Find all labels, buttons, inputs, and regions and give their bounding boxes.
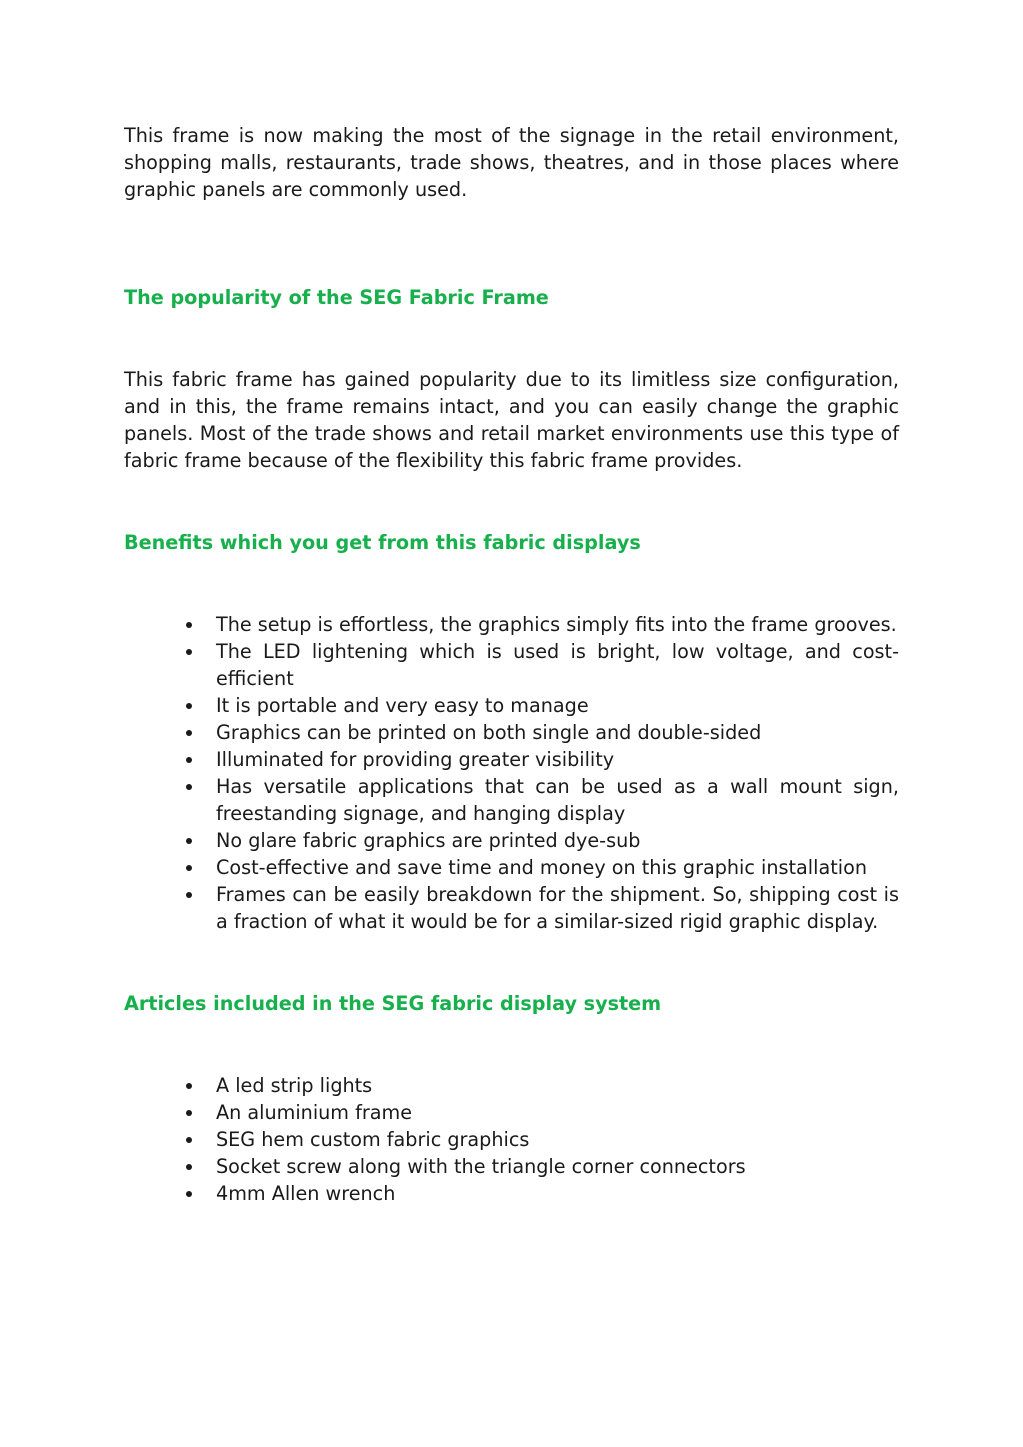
bullet-icon bbox=[186, 1191, 192, 1197]
list-item bbox=[124, 1072, 899, 1099]
benefits-list bbox=[124, 611, 899, 935]
articles-heading: Articles included in the SEG fabric display system bbox=[124, 992, 662, 1015]
list-item-text: Graphics can be printed on both single and double-sided bbox=[216, 721, 762, 744]
list-item-text: The setup is effortless, the graphics simply fits into the frame grooves. bbox=[216, 613, 897, 636]
popularity-paragraph: This fabric frame has gained popularity due to its limitless size configuration, and in this, the frame remains intact, and you can easily change the graphic panels. Most of the trade shows and retail market environments use this type of fabric frame because of the flexibility this fabric frame provides. bbox=[124, 368, 899, 472]
list-item bbox=[124, 1126, 899, 1153]
list-item-text: No glare fabric graphics are printed dye-sub bbox=[216, 829, 641, 852]
bullet-icon bbox=[186, 703, 192, 709]
list-item bbox=[124, 719, 899, 746]
list-item-text: The LED lightening which is used is bright, low voltage, and cost-efficient bbox=[216, 640, 899, 690]
bullet-icon bbox=[186, 730, 192, 736]
intro-paragraph: This frame is now making the most of the signage in the retail environment, shopping malls, restaurants, trade shows, theatres, and in those places where graphic panels are commonly used. bbox=[124, 124, 899, 201]
list-item-text: An aluminium frame bbox=[216, 1101, 412, 1124]
list-item-text: Cost-effective and save time and money on this graphic installation bbox=[216, 856, 867, 879]
bullet-icon bbox=[186, 838, 192, 844]
list-item-text: Has versatile applications that can be used as a wall mount sign, freestanding signage, and hanging display bbox=[216, 775, 899, 825]
list-item bbox=[124, 773, 899, 827]
bullet-icon bbox=[186, 757, 192, 763]
list-item bbox=[124, 1153, 899, 1180]
bullet-icon bbox=[186, 1164, 192, 1170]
list-item-text: It is portable and very easy to manage bbox=[216, 694, 589, 717]
list-item bbox=[124, 746, 899, 773]
list-item bbox=[124, 692, 899, 719]
bullet-icon bbox=[186, 649, 192, 655]
bullet-icon bbox=[186, 622, 192, 628]
bullet-icon bbox=[186, 1137, 192, 1143]
popularity-heading: The popularity of the SEG Fabric Frame bbox=[124, 286, 549, 309]
list-item-text: Illuminated for providing greater visibility bbox=[216, 748, 615, 771]
list-item-text: A led strip lights bbox=[216, 1074, 373, 1097]
list-item bbox=[124, 611, 899, 638]
list-item bbox=[124, 1099, 899, 1126]
bullet-icon bbox=[186, 865, 192, 871]
list-item bbox=[124, 638, 899, 692]
list-item-text: Socket screw along with the triangle corner connectors bbox=[216, 1155, 746, 1178]
bullet-icon bbox=[186, 1110, 192, 1116]
articles-list bbox=[124, 1072, 899, 1207]
list-item bbox=[124, 1180, 899, 1207]
list-item bbox=[124, 854, 899, 881]
list-item-text: SEG hem custom fabric graphics bbox=[216, 1128, 530, 1151]
bullet-icon bbox=[186, 784, 192, 790]
list-item bbox=[124, 827, 899, 854]
list-item bbox=[124, 881, 899, 935]
list-item-text: 4mm Allen wrench bbox=[216, 1182, 396, 1205]
list-item-text: Frames can be easily breakdown for the shipment. So, shipping cost is a fraction of what it would be for a similar-sized rigid graphic display. bbox=[216, 883, 899, 933]
bullet-icon bbox=[186, 1083, 192, 1089]
document-page bbox=[124, 122, 899, 1207]
bullet-icon bbox=[186, 892, 192, 898]
benefits-heading: Benefits which you get from this fabric displays bbox=[124, 531, 641, 554]
